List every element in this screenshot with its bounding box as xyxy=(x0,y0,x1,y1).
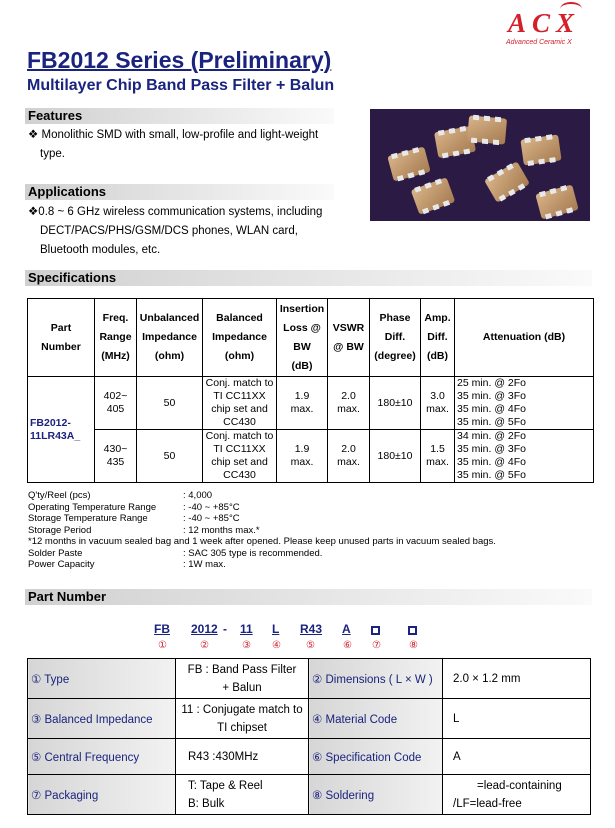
soldering-label: ⑧ Soldering xyxy=(309,775,443,815)
phase-cell: 180±10 xyxy=(370,430,421,483)
applications-line-2: DECT/PACS/PHS/GSM/DCS phones, WLAN card, xyxy=(40,225,298,237)
spec-notes xyxy=(28,490,496,571)
material-code-label: ④ Material Code xyxy=(309,699,443,739)
logo-tagline: Advanced Ceramic X xyxy=(506,39,572,46)
pn-segment: FB xyxy=(154,622,170,636)
header-insertion-loss: Insertion Loss @ BW (dB) xyxy=(277,299,328,377)
note-value: : SAC 305 type is recommended. xyxy=(183,547,323,559)
balanced-cell: Conj. match to TI CC11XX chip set and CC430 xyxy=(203,430,277,483)
note-value: : -40 ~ +85°C xyxy=(183,501,240,513)
features-heading: Features xyxy=(25,108,334,124)
note-label: Solder Paste xyxy=(28,547,83,559)
pn-number: ③ xyxy=(242,640,251,651)
pn-number: ⑧ xyxy=(409,640,418,651)
table-row xyxy=(28,430,594,483)
specifications-heading: Specifications xyxy=(25,270,592,286)
note-label: Operating Temperature Range xyxy=(28,501,157,513)
pn-segment: R43 xyxy=(300,622,323,636)
packaging-value: T: Tape & Reel B: Bulk xyxy=(176,775,309,815)
phase-cell: 180±10 xyxy=(370,377,421,430)
table-row xyxy=(28,659,591,699)
product-photo xyxy=(370,109,590,221)
part-number-heading: Part Number xyxy=(25,589,592,605)
applications-heading: Applications xyxy=(25,184,334,200)
logo: ACX xyxy=(508,8,581,38)
header-part-number: Part Number xyxy=(28,299,95,377)
attenuation-cell: 34 min. @ 2Fo 35 min. @ 3Fo 35 min. @ 4Fo 35 min. @ 5Fo xyxy=(455,430,594,483)
material-code-value: L xyxy=(443,699,591,739)
table-row xyxy=(28,739,591,775)
soldering-value: =lead-containing /LF=lead-free xyxy=(443,775,591,815)
page-title: FB2012 Series (Preliminary) xyxy=(27,47,332,73)
note-label: Storage Period xyxy=(28,524,92,536)
pn-segment: A xyxy=(342,622,351,636)
header-vswr: VSWR @ BW xyxy=(328,299,370,377)
freq-cell: 402~ 405 xyxy=(95,377,137,430)
header-phase-diff: Phase Diff. (degree) xyxy=(370,299,421,377)
table-row xyxy=(28,377,594,430)
pn-number: ⑦ xyxy=(372,640,381,651)
insertion-loss-cell: 1.9 max. xyxy=(277,377,328,430)
note-label: Storage Temperature Range xyxy=(28,513,148,524)
header-balanced-impedance: Balanced Impedance (ohm) xyxy=(203,299,277,377)
dimensions-label: ② Dimensions ( L × W ) xyxy=(309,659,443,699)
unbalanced-cell: 50 xyxy=(137,430,203,483)
applications-line-1: ❖0.8 ~ 6 GHz wireless communication systems, including xyxy=(28,206,323,218)
insertion-loss-cell: 1.9 max. xyxy=(277,430,328,483)
dimensions-value: 2.0 × 1.2 mm xyxy=(443,659,591,699)
amp-cell: 1.5 max. xyxy=(421,430,455,483)
pn-number: ⑤ xyxy=(306,640,315,651)
central-frequency-label: ⑤ Central Frequency xyxy=(28,739,176,775)
pn-number: ⑥ xyxy=(343,640,352,651)
pn-segment: 2012 xyxy=(191,622,218,636)
note-value: : 1W max. xyxy=(183,559,226,570)
packaging-label: ⑦ Packaging xyxy=(28,775,176,815)
note-value: : 4,000 xyxy=(183,490,213,501)
specification-code-value: A xyxy=(443,739,591,775)
header-amp-diff: Amp. Diff. (dB) xyxy=(421,299,455,377)
header-attenuation: Attenuation (dB) xyxy=(455,299,594,377)
applications-line-3: Bluetooth modules, etc. xyxy=(40,244,161,256)
vswr-cell: 2.0 max. xyxy=(328,430,370,483)
vacuum-note: *12 months in vacuum sealed bag and 1 week after opened. Please keep unused parts in vacuum sealed bags. xyxy=(28,536,496,547)
note-label: Q'ty/Reel (pcs) xyxy=(28,490,91,501)
pn-number: ② xyxy=(200,640,209,651)
pn-box xyxy=(408,623,417,637)
pn-segment: L xyxy=(272,622,280,636)
pn-number: ④ xyxy=(272,640,281,651)
features-line-2: type. xyxy=(40,148,65,160)
specifications-table xyxy=(27,298,594,483)
table-row xyxy=(28,775,591,815)
features-line-1: ❖ Monolithic SMD with small, low-profile and light-weight xyxy=(28,129,319,141)
note-label: Power Capacity xyxy=(28,559,95,570)
type-value: FB : Band Pass Filter + Balun xyxy=(176,659,309,699)
central-frequency-value: R43 :430MHz xyxy=(176,739,309,775)
attenuation-cell: 25 min. @ 2Fo 35 min. @ 3Fo 35 min. @ 4Fo 35 min. @ 5Fo xyxy=(455,377,594,430)
vswr-cell: 2.0 max. xyxy=(328,377,370,430)
pn-number: ① xyxy=(158,640,167,651)
note-value: : 12 months max.* xyxy=(183,524,260,536)
unbalanced-cell: 50 xyxy=(137,377,203,430)
header-unbalanced-impedance: Unbalanced Impedance (ohm) xyxy=(137,299,203,377)
balanced-impedance-value: 11 : Conjugate match to TI chipset xyxy=(176,699,309,739)
header-freq-range: Freq. Range (MHz) xyxy=(95,299,137,377)
specification-code-label: ⑥ Specification Code xyxy=(309,739,443,775)
page-subtitle: Multilayer Chip Band Pass Filter + Balun xyxy=(27,77,335,94)
amp-cell: 3.0 max. xyxy=(421,377,455,430)
note-value: : -40 ~ +85°C xyxy=(183,513,240,524)
type-label: ① Type xyxy=(28,659,176,699)
table-row xyxy=(28,699,591,739)
pn-box xyxy=(371,623,380,637)
freq-cell: 430~ 435 xyxy=(95,430,137,483)
spec-header-row xyxy=(28,299,594,377)
part-number-table xyxy=(27,658,591,815)
balanced-cell: Conj. match to TI CC11XX chip set and CC430 xyxy=(203,377,277,430)
part-number-cell: FB2012- 11LR43A_ xyxy=(28,377,95,483)
pn-segment: 11 xyxy=(240,622,253,636)
balanced-impedance-label: ③ Balanced Impedance xyxy=(28,699,176,739)
pn-segment: - xyxy=(223,622,227,636)
